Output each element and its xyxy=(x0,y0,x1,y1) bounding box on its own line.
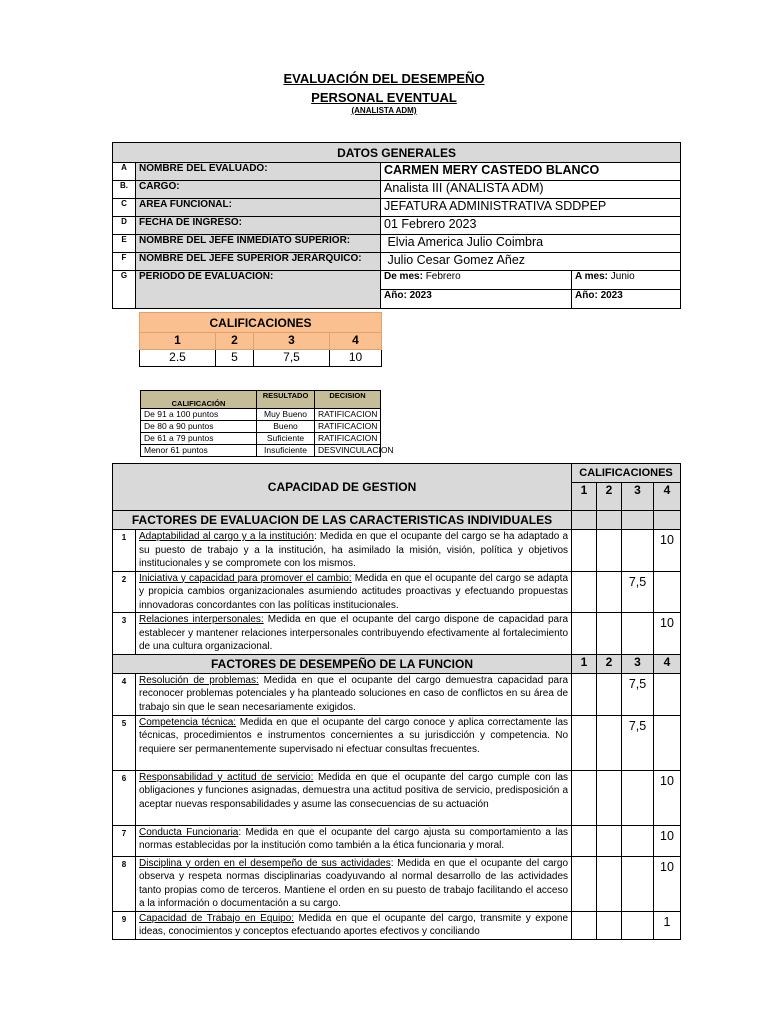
factor-score: 10 xyxy=(654,856,681,911)
row-letter: A xyxy=(113,163,136,181)
score-cell-empty xyxy=(572,673,597,715)
score-cell-empty xyxy=(597,770,622,825)
calificaciones-column-heading: CALIFICACIONES xyxy=(572,464,681,483)
factor-title: Responsabilidad y actitud de servicio: xyxy=(139,771,314,783)
resultado-label: Bueno xyxy=(257,421,315,433)
factor-text: Medida en que el ocupante del cargo dispone de capacidad para establecer y mantener relaciones interpersonales contribuyendo efectivamente al fortalecimiento de una cultura organizacional. xyxy=(139,614,569,652)
factor-title: Adaptabilidad al cargo y a la institución xyxy=(139,531,314,542)
resultados-row xyxy=(141,433,381,445)
score-cell-empty xyxy=(572,530,597,572)
factor-row xyxy=(113,825,681,856)
resultados-row xyxy=(141,445,381,457)
row-label: AREA FUNCIONAL: xyxy=(136,199,381,217)
factor-number: 7 xyxy=(113,825,136,856)
factor-text: : Medida en que el ocupante del cargo ajusta su comportamiento a las normas establecidas por la institución como también a la ética funcionaria y moral. xyxy=(139,826,569,851)
a-mes-cell xyxy=(572,271,681,290)
area-value: JEFATURA ADMINISTRATIVA SDDPEP xyxy=(381,199,681,217)
jefe-inmediato-value: Elvia America Julio Coimbra xyxy=(381,235,681,253)
factor-text: : Medida en que el ocupante del cargo observa y respeta normas disciplinarias coadyuvando al normal desarrollo de las actividades tanto propias como de terceros. Mantiene el orden en su puesto de trabajo facilitando el acceso a la información o documentación a su cargo. xyxy=(139,857,569,909)
row-letter: C xyxy=(113,199,136,217)
row-label: NOMBRE DEL EVALUADO: xyxy=(136,163,381,181)
resultados-header: DECISION xyxy=(315,391,381,409)
row-label: NOMBRE DEL JEFE SUPERIOR JERÁRQUICO: xyxy=(136,253,381,271)
row-letter: G xyxy=(113,271,136,309)
resultado-decision: RATIFICACION xyxy=(315,433,381,445)
anio-label: Año: xyxy=(575,290,598,301)
factor-score: 10 xyxy=(654,613,681,655)
factor-text: : Medida en que el ocupante del cargo se ha adaptado a su puesto de trabajo y a la institución, ha asimilado la misión, visión, política y objetivos institucionales y se compromete con los mismos. xyxy=(139,531,569,569)
anio-value: 2023 xyxy=(409,290,432,301)
calificaciones-heading: CALIFICACIONES xyxy=(140,313,382,333)
resultados-row xyxy=(141,409,381,421)
row-label: NOMBRE DEL JEFE INMEDIATO SUPERIOR: xyxy=(136,235,381,253)
score-cell-empty xyxy=(572,770,597,825)
score-cell-empty xyxy=(654,571,681,613)
factor-number: 2 xyxy=(113,571,136,613)
score-cell-empty xyxy=(572,613,597,655)
datos-row xyxy=(113,199,681,217)
level-value: 7,5 xyxy=(254,350,330,367)
score-cell-empty xyxy=(597,673,622,715)
score-column-header: 1 xyxy=(572,654,597,673)
de-mes-value: Febrero xyxy=(425,271,461,282)
score-column-header: 4 xyxy=(654,483,681,511)
periodo-row xyxy=(113,271,681,290)
score-cell-empty xyxy=(572,571,597,613)
section-funcion-heading: FACTORES DE DESEMPEÑO DE LA FUNCION xyxy=(113,654,572,673)
factor-row xyxy=(113,856,681,911)
factor-text: Medida en que el ocupante del cargo conoce y aplica correctamente las técnicas, procedimientos e instrumentos concernientes a su jurisdicción y competencia. No requiere ser permanentemente supervisado ni efectuar consultas frecuentes. xyxy=(139,716,569,755)
factor-title: Capacidad de Trabajo en Equipo: xyxy=(139,912,295,924)
section-blank-cell xyxy=(572,511,597,530)
factor-title: Competencia técnica: xyxy=(139,716,237,728)
factor-description xyxy=(136,911,572,939)
fecha-ingreso-value: 01 Febrero 2023 xyxy=(381,217,681,235)
score-cell-empty xyxy=(622,825,654,856)
score-cell-empty xyxy=(622,856,654,911)
anio-a-cell xyxy=(572,290,681,309)
score-cell-empty xyxy=(597,715,622,770)
a-mes-label: A mes: xyxy=(575,271,608,282)
factor-text: Medida en que el ocupante del cargo cumple con las obligaciones y funciones asignadas, demuestra una actitud positiva de servicio, predisposición a aceptar nuevas responsabilidades y asume las consecuencias de su actuación xyxy=(139,771,569,810)
factor-row xyxy=(113,613,681,655)
factor-row xyxy=(113,715,681,770)
score-cell-empty xyxy=(572,715,597,770)
anio-de-cell xyxy=(381,290,572,309)
a-mes-value: Junio xyxy=(610,271,635,282)
factor-number: 6 xyxy=(113,770,136,825)
factor-description xyxy=(136,571,572,613)
de-mes-cell xyxy=(381,271,572,290)
score-cell-empty xyxy=(597,911,622,939)
datos-generales-table xyxy=(112,142,681,309)
datos-row xyxy=(113,163,681,181)
factor-score: 10 xyxy=(654,530,681,572)
factor-score: 7,5 xyxy=(622,673,654,715)
score-cell-empty xyxy=(572,825,597,856)
resultados-row xyxy=(141,421,381,433)
factor-title: Relaciones interpersonales: xyxy=(139,614,264,625)
datos-row xyxy=(113,217,681,235)
factor-text: Medida en que el ocupante del cargo, transmite y expone ideas, conocimientos y conceptos efectuando aportes efectivos y conciliando xyxy=(139,912,569,937)
level-header: 1 xyxy=(140,333,216,350)
factor-score: 10 xyxy=(654,770,681,825)
score-cell-empty xyxy=(597,613,622,655)
factor-row xyxy=(113,770,681,825)
factor-row xyxy=(113,571,681,613)
section-individual-heading: FACTORES DE EVALUACION DE LAS CARACTERISTICAS INDIVIDUALES xyxy=(113,511,572,530)
factor-number: 3 xyxy=(113,613,136,655)
factor-row xyxy=(113,673,681,715)
calificaciones-scale-table xyxy=(139,312,382,367)
score-cell-empty xyxy=(597,530,622,572)
row-label: PERIODO DE EVALUACION: xyxy=(136,271,381,309)
resultados-table xyxy=(140,390,394,457)
factor-score: 10 xyxy=(654,825,681,856)
score-cell-empty xyxy=(597,856,622,911)
row-letter: D xyxy=(113,217,136,235)
factor-text: Medida en que el ocupante del cargo demuestra capacidad para reconocer problemas potenciales y ha planteado soluciones en caso de conflictos en su área de trabajo sin que le sean necesariamente exigidos. xyxy=(139,674,569,713)
factor-title: Resolución de problemas: xyxy=(139,674,259,686)
score-column-header: 3 xyxy=(622,483,654,511)
score-column-header: 2 xyxy=(597,483,622,511)
level-value: 2.5 xyxy=(140,350,216,367)
factor-description xyxy=(136,825,572,856)
level-header: 4 xyxy=(330,333,382,350)
row-letter: F xyxy=(113,253,136,271)
factor-text: Medida en que el ocupante del cargo se adapta y propicia cambios organizacionales asumiendo actitudes proactivas y efectuando propuestas innovadoras concordantes con las políticas institucionales. xyxy=(139,572,569,611)
score-cell-empty xyxy=(572,856,597,911)
evaluado-name: CARMEN MERY CASTEDO BLANCO xyxy=(381,163,681,181)
capacidad-heading: CAPACIDAD DE GESTION xyxy=(113,464,572,511)
de-mes-label: De mes: xyxy=(384,271,423,282)
level-value: 10 xyxy=(330,350,382,367)
section-blank-cell xyxy=(622,511,654,530)
resultado-range: De 61 a 79 puntos xyxy=(141,433,257,445)
score-column-header: 2 xyxy=(597,654,622,673)
jefe-superior-value: Julio Cesar Gomez Añez xyxy=(381,253,681,271)
score-cell-empty xyxy=(654,715,681,770)
factor-number: 1 xyxy=(113,530,136,572)
resultado-label: Suficiente xyxy=(257,433,315,445)
datos-row xyxy=(113,235,681,253)
factor-description xyxy=(136,673,572,715)
score-cell-empty xyxy=(622,530,654,572)
factor-title: Disciplina y orden en el desempeño de sus actividades xyxy=(139,857,391,869)
resultado-decision: RATIFICACION xyxy=(315,409,381,421)
factor-number: 9 xyxy=(113,911,136,939)
resultado-decision: DESVINCULACION xyxy=(315,445,381,457)
section-blank-cell xyxy=(654,511,681,530)
factor-number: 8 xyxy=(113,856,136,911)
score-cell-empty xyxy=(597,825,622,856)
factor-title: Iniciativa y capacidad para promover el cambio: xyxy=(139,572,352,584)
level-value: 5 xyxy=(216,350,254,367)
factor-description xyxy=(136,856,572,911)
factor-score: 7,5 xyxy=(622,715,654,770)
factor-score: 1 xyxy=(654,911,681,939)
row-letter: B. xyxy=(113,181,136,199)
factor-description xyxy=(136,613,572,655)
score-column-header: 1 xyxy=(572,483,597,511)
factor-number: 5 xyxy=(113,715,136,770)
factor-row xyxy=(113,530,681,572)
section-blank-cell xyxy=(597,511,622,530)
score-cell-empty xyxy=(622,613,654,655)
resultado-decision: RATIFICACION xyxy=(315,421,381,433)
resultado-label: Insuficiente xyxy=(257,445,315,457)
row-label: FECHA DE INGRESO: xyxy=(136,217,381,235)
score-column-header: 3 xyxy=(622,654,654,673)
cargo-value: Analista III (ANALISTA ADM) xyxy=(381,181,681,199)
resultado-range: De 91 a 100 puntos xyxy=(141,409,257,421)
score-cell-empty xyxy=(622,911,654,939)
score-cell-empty xyxy=(597,571,622,613)
factor-title: Conducta Funcionaria xyxy=(139,826,239,838)
score-cell-empty xyxy=(622,770,654,825)
factor-score: 7,5 xyxy=(622,571,654,613)
factor-description xyxy=(136,770,572,825)
factor-description xyxy=(136,530,572,572)
resultado-range: Menor 61 puntos xyxy=(141,445,257,457)
resultado-range: De 80 a 90 puntos xyxy=(141,421,257,433)
level-header: 3 xyxy=(254,333,330,350)
evaluacion-table xyxy=(112,463,681,940)
score-column-header: 4 xyxy=(654,654,681,673)
resultado-label: Muy Bueno xyxy=(257,409,315,421)
factor-number: 4 xyxy=(113,673,136,715)
datos-row xyxy=(113,253,681,271)
level-header: 2 xyxy=(216,333,254,350)
factor-description xyxy=(136,715,572,770)
document-subtitle: PERSONAL EVENTUAL xyxy=(311,90,457,105)
anio-value: 2023 xyxy=(600,290,623,301)
anio-label: Año: xyxy=(384,290,407,301)
datos-generales-heading: DATOS GENERALES xyxy=(113,143,681,163)
datos-row xyxy=(113,181,681,199)
resultados-header: RESULTADO xyxy=(257,391,315,409)
row-letter: E xyxy=(113,235,136,253)
resultados-header: CALIFICACIÓN xyxy=(141,391,257,409)
document-title: EVALUACIÓN DEL DESEMPEÑO xyxy=(283,71,485,86)
score-cell-empty xyxy=(572,911,597,939)
row-label: CARGO: xyxy=(136,181,381,199)
factor-row xyxy=(113,911,681,939)
document-position: (ANALISTA ADM) xyxy=(351,106,417,115)
score-cell-empty xyxy=(654,673,681,715)
